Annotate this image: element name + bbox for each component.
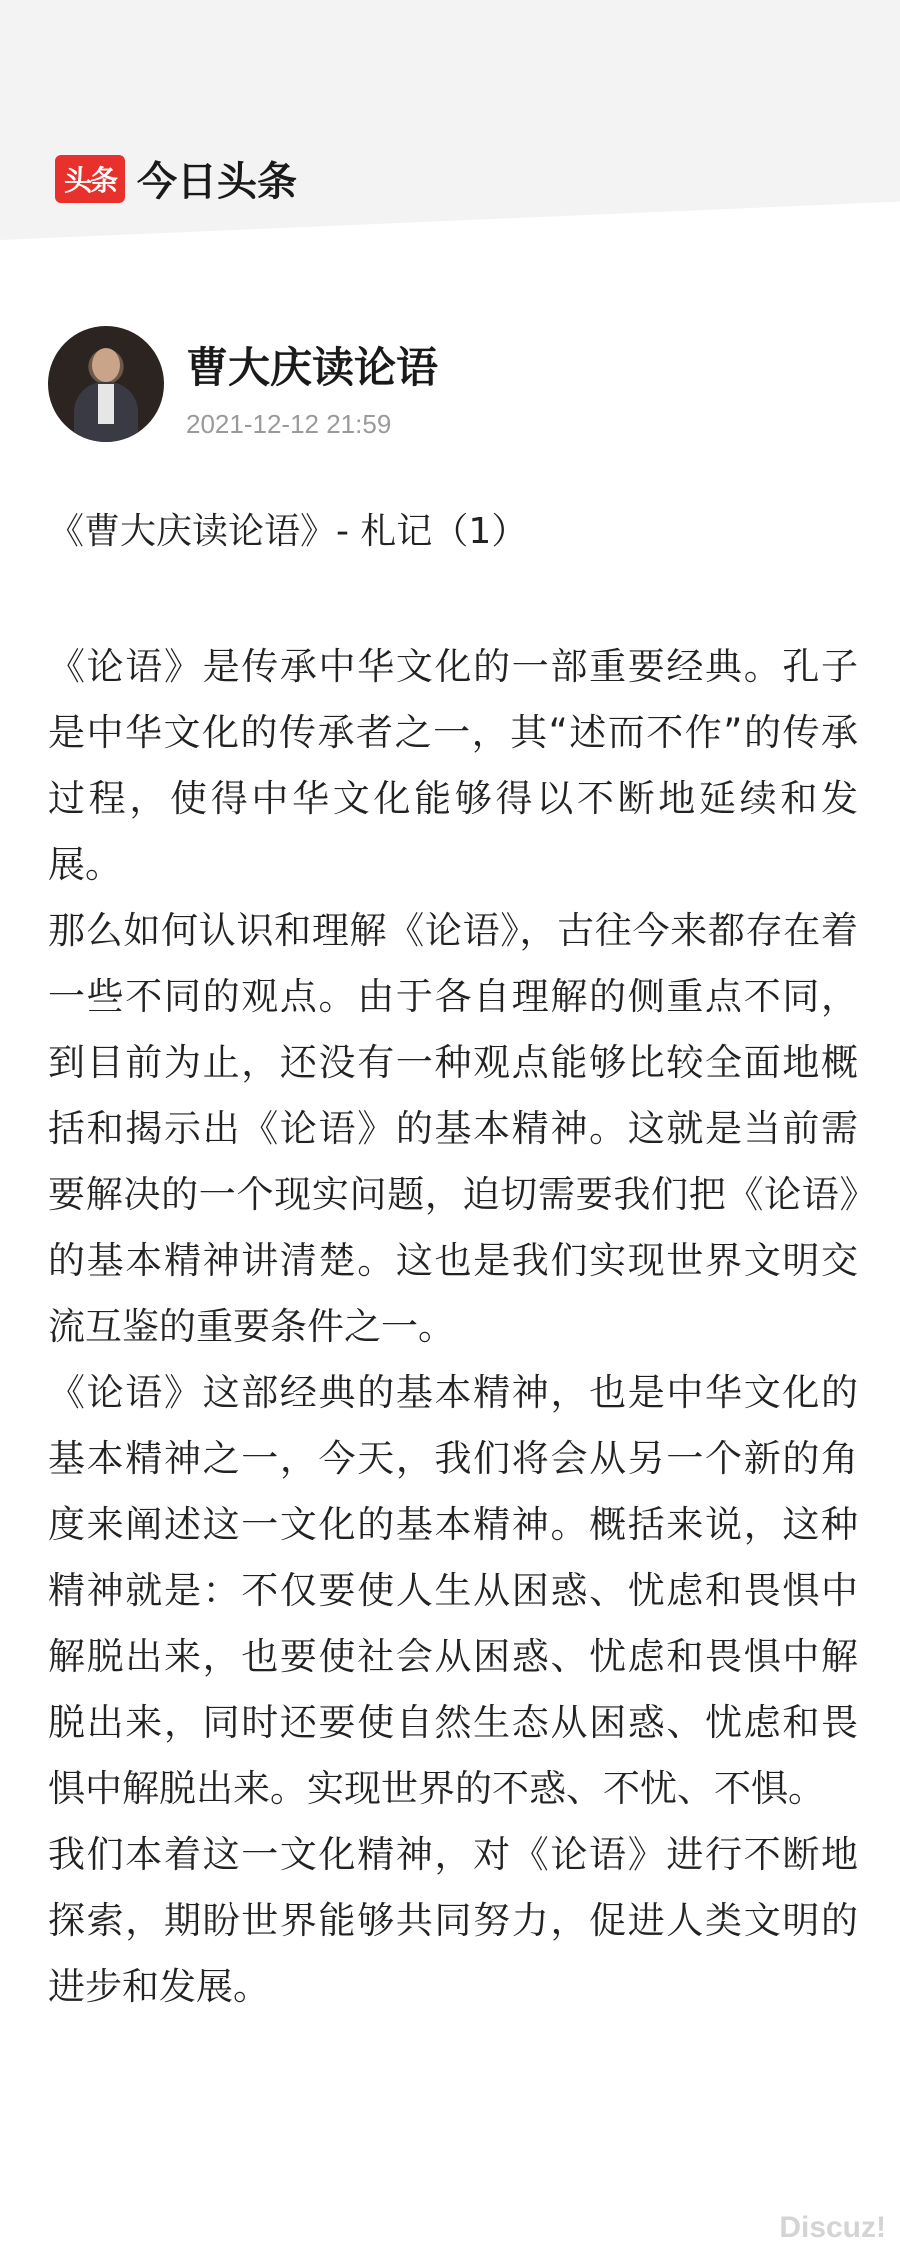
paragraph: 我们本着这一文化精神，对《论语》进行不断地探索，期盼世界能够共同努力，促进人类文明的进步和发展。 [48, 1833, 858, 2008]
publish-time: 2021-12-12 21:59 [186, 408, 392, 439]
avatar-head [92, 348, 120, 382]
article-title: 《曹大庆读论语》- 札记（1） [48, 511, 528, 552]
app-name: 今日头条 [137, 159, 297, 205]
paragraph: 那么如何认识和理解《论语》，古往今来都存在着一些不同的观点。由于各自理解的侧重点不同，到目前为止，还没有一种观点能够比较全面地概括和揭示出《论语》的基本精神。这就是当前需要解决的一个现实问题，迫切需要我们把《论语》的基本精神讲清楚。这也是我们实现世界文明交流互鉴的重要条件之一。 [48, 909, 858, 1348]
paragraph: 《论语》是传承中华文化的一部重要经典。孔子是中华文化的传承者之一，其“述而不作”的传承过程，使得中华文化能够得以不断地延续和发展。 [48, 645, 858, 886]
app-brand[interactable] [55, 150, 297, 207]
toutiao-logo-icon: 头条 [55, 155, 125, 203]
avatar-shirt [98, 384, 114, 424]
article-body [48, 634, 858, 2020]
watermark: Discuz! [779, 2211, 886, 2244]
author-meta [186, 329, 438, 440]
avatar[interactable] [48, 326, 164, 442]
author-block [48, 326, 438, 442]
author-name[interactable]: 曹大庆读论语 [186, 342, 439, 392]
paragraph: 《论语》这部经典的基本精神，也是中华文化的基本精神之一，今天，我们将会从另一个新的角度来阐述这一文化的基本精神。概括来说，这种精神就是：不仅要使人生从困惑、忧虑和畏惧中解脱出来，也要使社会从困惑、忧虑和畏惧中解脱出来，同时还要使自然生态从困惑、忧虑和畏惧中解脱出来。实现世界的不惑、不忧、不惧。 [48, 1371, 858, 1810]
